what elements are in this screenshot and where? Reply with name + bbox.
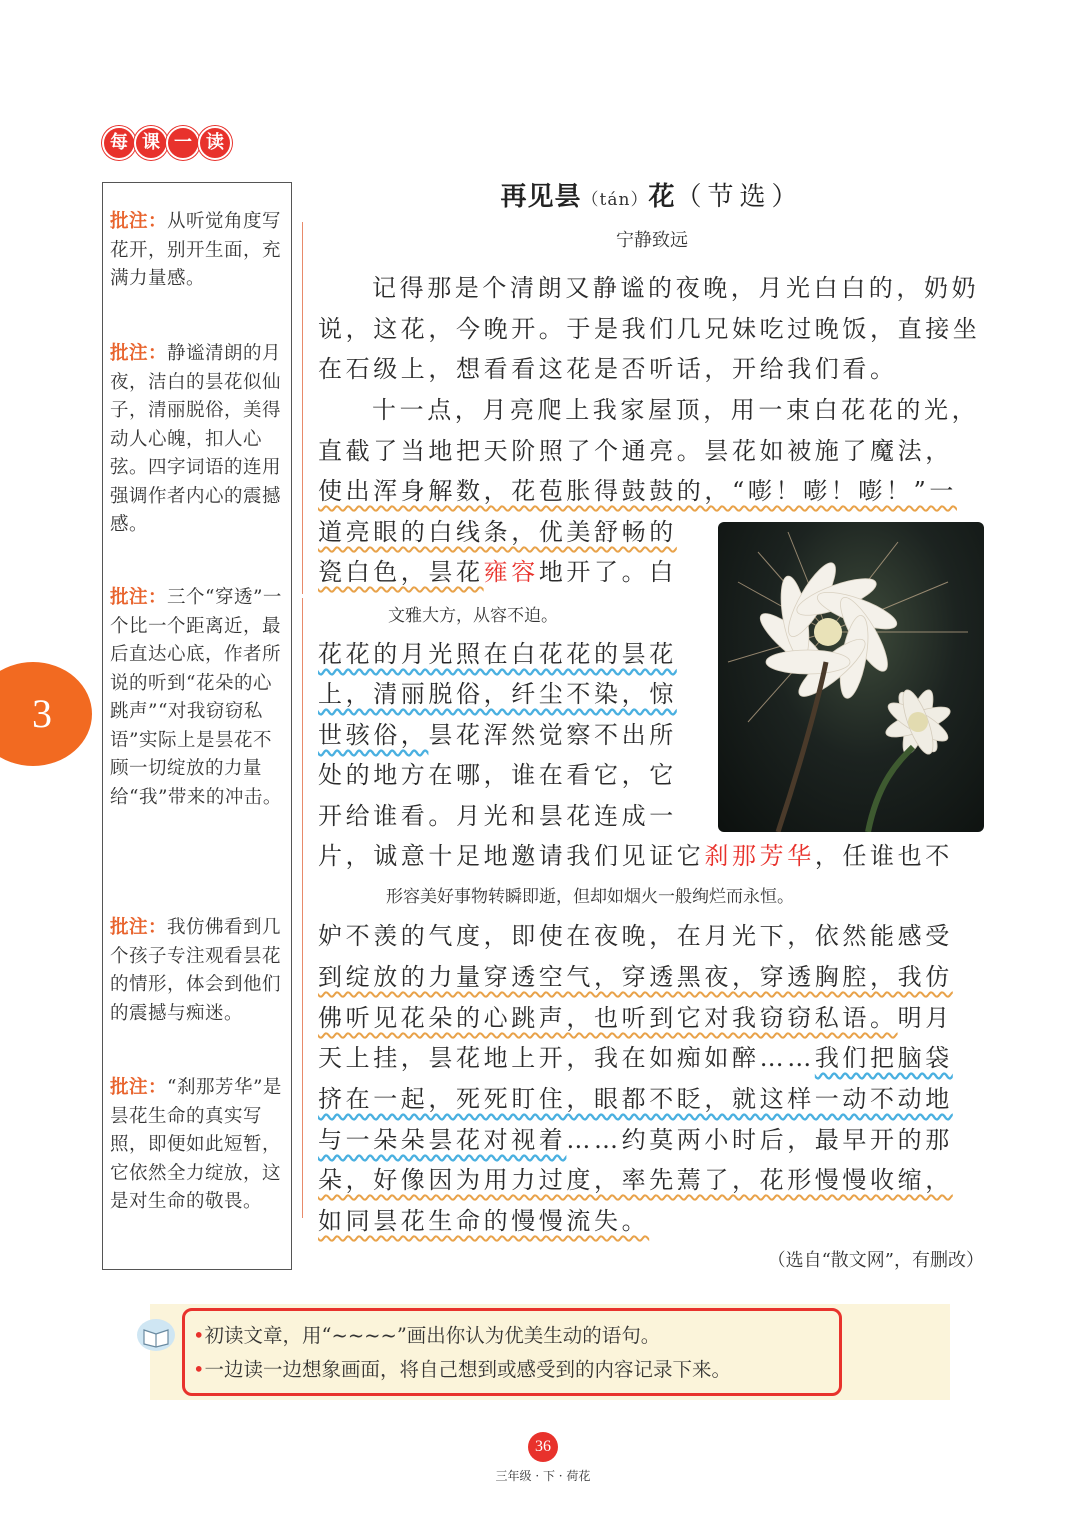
plain-text: 天上挂，昙花地上开，我在如痴如醉…… [318,1044,815,1072]
book-icon [136,1318,176,1352]
paragraph-line: 开给谁看。月光和昙花连成一 [318,802,677,830]
underlined-text: 世骇俗， [318,721,429,749]
annotation-2 [110,340,286,540]
highlighted-word: 刹那芳华 [704,842,815,870]
paragraph-2-start: 十一点，月亮爬上我家屋顶，用一束白花花的光，直截了当地把天阶照了个通亮。昙花如被施了魔法， [318,396,980,465]
task-item [193,1319,839,1353]
plain-text: 片，诚意十足地邀请我们见证它 [318,842,705,870]
flower-illustration [718,522,984,832]
paragraph-line [318,471,984,512]
paragraph-line [318,957,984,998]
underlined-text: 挤在一起，死死盯住，眼都不眨，就这样一动不动地 [318,1085,953,1113]
page-number: 36 [528,1432,558,1462]
annotation-5 [110,1074,286,1217]
paragraph-line [318,1201,984,1242]
title-subtitle: （节选） [675,182,804,212]
title-text: 花 [648,182,676,212]
paragraph-line [318,552,708,593]
annotation-text: 三个“穿透”一个比一个距离近，最后直达心底，作者所说的听到“花朵的心跳声”“对我窃窃私语”实际上是昙花不顾一切绽放的力量给“我”带来的冲击。 [110,587,282,808]
task-item [193,1353,839,1387]
paragraph-line [318,674,708,715]
bullet: • [193,1358,205,1381]
connector-line [302,354,303,594]
annotation-tag: 批注： [110,587,168,608]
underlined-text: 与一朵朵昙花对视着 [318,1126,567,1154]
word-gloss: 文雅大方，从容不迫。 [388,606,558,626]
underlined-text: 上，清丽脱俗，纤尘不染，惊 [318,680,677,708]
annotation-tag: 批注： [110,917,168,938]
annotation-text: 从听觉角度写花开，别开生面，充满力量感。 [110,211,282,289]
underlined-text: 瓷白色，昙花 [318,558,484,586]
annotation-text: 我仿佛看到几个孩子专注观看昙花的情形，体会到他们的震撼与痴迷。 [110,917,282,1024]
paragraph-line [318,998,984,1039]
title-text: 再见昙 [500,182,582,212]
lesson-badge [102,126,230,160]
paragraph-line [318,1038,984,1079]
reading-task-box [182,1308,842,1396]
underlined-text: 朵，好像因为用力过度，率先蔫了，花形慢慢收缩， [318,1166,953,1194]
badge-char: 一 [166,126,200,160]
badge-char: 每 [102,126,136,160]
article-title [320,176,984,213]
paragraph-line: 处的地方在哪，谁在看它，它 [318,761,677,789]
underlined-text: 花花的月光照在白花花的昙花 [318,640,677,668]
underlined-text: 道亮眼的白线条，优美舒畅的 [318,518,677,546]
underlined-text: 我们把脑袋 [814,1044,953,1072]
connector-line [302,1088,303,1218]
paragraph-line [318,836,984,877]
paragraph-line: 妒不羡的气度，即使在夜晚，在月光下，依然能感受 [318,922,953,950]
underlined-text: 到绽放的力量穿透空气，穿透黑夜，穿透胸腔，我仿 [318,963,953,991]
paragraph-line [318,715,708,756]
section-number: 3 [0,662,92,766]
bullet: • [193,1324,205,1347]
annotation-tag: 批注： [110,343,168,364]
book-footer: 三年级 · 下 · 荷花 [495,1469,591,1483]
annotation-text: 静谧清朗的月夜，洁白的昙花似仙子，清丽脱俗，美得动人心魄，扣人心弦。四字词语的连用强调作者内心的震撼感。 [110,343,282,535]
annotation-1 [110,208,286,294]
paragraph-line [318,1120,984,1161]
task-text: 初读文章，用“~~~~”画出你认为优美生动的语句。 [204,1324,661,1347]
night-blooming-cereus-photo [718,522,984,832]
plain-text: 明月 [897,1004,953,1032]
plain-text: 地开了。白 [538,558,677,586]
plain-text: ，任谁也不 [814,842,953,870]
task-text: 一边读一边想象画面，将自己想到或感受到的内容记录下来。 [204,1358,732,1381]
badge-char: 课 [134,126,168,160]
article-source: （选自“散文网”，有删改） [767,1250,984,1271]
annotation-3 [110,584,286,812]
annotation-4 [110,914,286,1028]
paragraph-line [318,512,708,553]
annotation-tag: 批注： [110,211,168,232]
title-pinyin: （tán） [581,190,649,210]
badge-char: 读 [198,126,232,160]
article-author: 宁静致远 [616,230,688,251]
paragraph-line [318,634,708,675]
paragraph-1: 记得那是个清朗又静谧的夜晚，月光白白的，奶奶说，这花，今晚开。于是我们几兄妹吃过晚饭，直接坐在石级上，想看看这花是否听话，开给我们看。 [318,274,981,384]
paragraph-line [318,1079,984,1120]
plain-text: ……约莫两小时后，最早开的那 [566,1126,953,1154]
plain-text: 昙花浑然觉察不出所 [428,721,677,749]
underlined-text: 佛听见花朵的心跳声，也听到它对我窃窃私语。 [318,1004,898,1032]
annotation-text: “刹那芳华”是昙花生命的真实写照，即便如此短暂，它依然全力绽放，这是对生命的敬畏。 [110,1077,282,1212]
annotation-tag: 批注： [110,1077,168,1098]
underlined-text: 使出浑身解数，花苞胀得鼓鼓的，“嘭！嘭！嘭！”一 [318,477,957,505]
paragraph-line [318,1160,984,1201]
word-gloss: 形容美好事物转瞬即逝，但却如烟火一般绚烂而永恒。 [386,887,794,907]
underlined-text: 如同昙花生命的慢慢流失。 [318,1207,650,1235]
highlighted-word: 雍容 [483,558,539,586]
